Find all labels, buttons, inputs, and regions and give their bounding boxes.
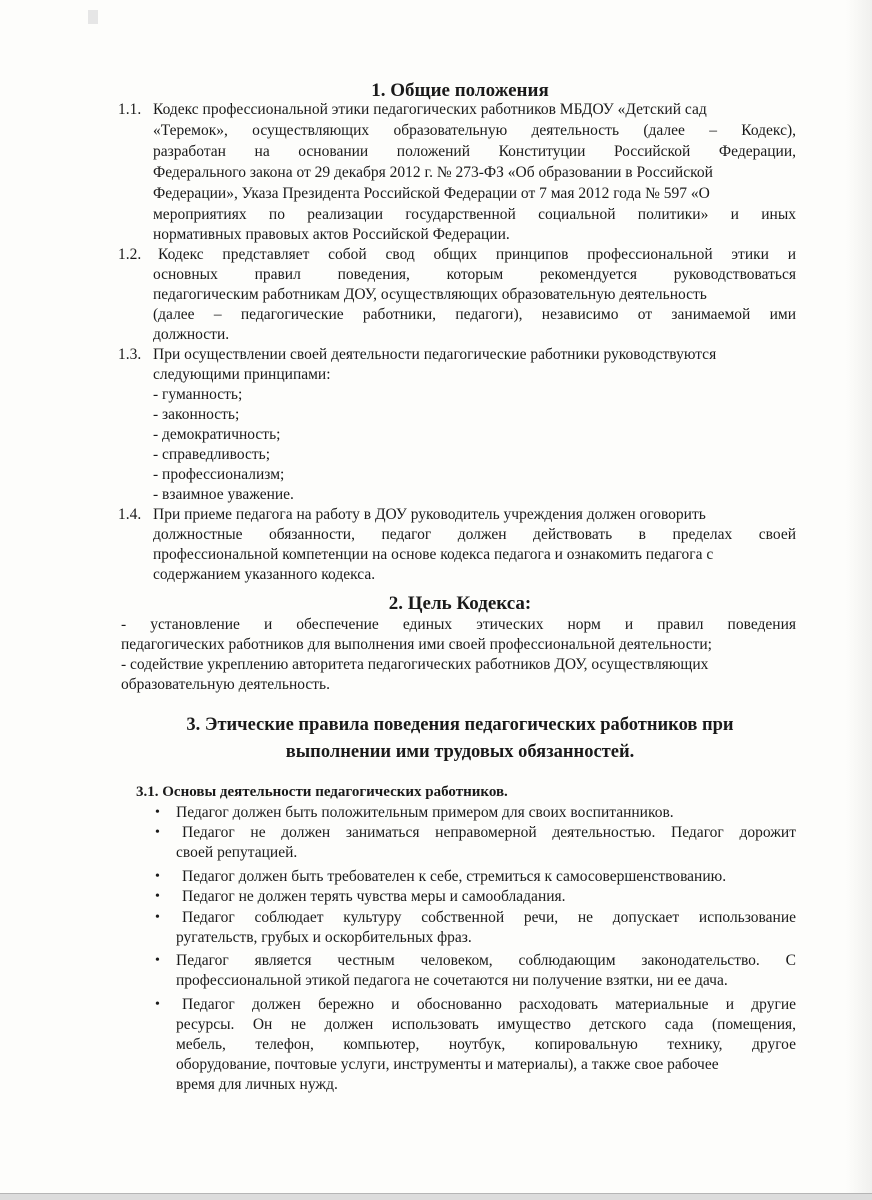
bullet-icon: • — [155, 997, 160, 1012]
subsection-3-1-title: 3.1. Основы деятельности педагогических работников. — [136, 784, 508, 800]
bullet-text: Педагог не должен терять чувства меры и самообладания. — [182, 888, 566, 905]
text-line: следующими принципами: — [153, 366, 331, 383]
item-number: 1.3. — [118, 346, 142, 363]
bullet-text: ругательств, грубых и оскорбительных фраз. — [176, 929, 472, 946]
bullet-text: мебель, телефон, компьютер, ноутбук, копировальную технику, другое — [176, 1036, 796, 1053]
text-line: Федерального закона от 29 декабря 2012 г. № 273-ФЗ «Об образовании в Российской — [153, 164, 713, 181]
text-line: Кодекс представляет собой свод общих принципов профессиональной этики и — [158, 246, 796, 263]
bullet-icon: • — [155, 825, 160, 840]
section-3-title-line-1: 3. Этические правила поведения педагогических работников при — [186, 715, 734, 735]
text-line: основных правил поведения, которым рекомендуется руководствоваться — [153, 266, 796, 283]
list-item: - профессионализм; — [153, 466, 285, 483]
section-1-title: 1. Общие положения — [371, 80, 549, 101]
item-number: 1.2. — [118, 246, 142, 263]
text-line: - установление и обеспечение единых этических норм и правил поведения — [121, 616, 796, 633]
text-line: должностные обязанности, педагог должен действовать в пределах своей — [153, 526, 796, 543]
list-item: - демократичность; — [153, 426, 281, 443]
text-line: Федерации», Указа Президента Российской Федерации от 7 мая 2012 года № 597 «О — [153, 185, 710, 202]
text-line: При осуществлении своей деятельности педагогические работники руководствуются — [153, 346, 717, 363]
text-line: педагогических работников для выполнения ими своей профессиональной деятельности; — [121, 636, 712, 653]
bullet-icon: • — [155, 910, 160, 925]
list-item: - законность; — [153, 406, 240, 423]
text-line: содержанием указанного кодекса. — [153, 566, 376, 583]
list-item: - гуманность; — [153, 386, 243, 403]
text-line: педагогическим работникам ДОУ, осуществляющих образовательную деятельность — [153, 286, 707, 303]
list-item: - справедливость; — [153, 446, 271, 463]
bullet-text: ресурсы. Он не должен использовать имущество детского сада (помещения, — [176, 1016, 796, 1033]
bullet-text: Педагог соблюдает культуру собственной речи, не допускает использование — [182, 909, 796, 926]
scan-artifact — [88, 10, 98, 24]
section-3-title — [100, 712, 820, 766]
bullet-text: Педагог должен бережно и обоснованно расходовать материальные и другие — [182, 996, 796, 1013]
text-line: нормативных правовых актов Российской Федерации. — [153, 226, 510, 243]
bullet-text: профессиональной этикой педагога не сочетаются ни получение взятки, ни ее дача. — [176, 972, 728, 989]
text-line: «Теремок», осуществляющих образовательную деятельность (далее – Кодекс), — [153, 122, 796, 139]
section-2-title: 2. Цель Кодекса: — [388, 593, 532, 614]
scan-edge — [0, 1194, 872, 1200]
text-line: - содействие укреплению авторитета педагогических работников ДОУ, осуществляющих — [121, 656, 709, 673]
bullet-icon: • — [155, 869, 160, 884]
text-line: должности. — [153, 326, 230, 343]
bullet-text: Педагог должен быть положительным примером для своих воспитанников. — [176, 804, 674, 821]
bullet-text: Педагог является честным человеком, соблюдающим законодательство. С — [176, 952, 796, 969]
bullet-text: своей репутацией. — [176, 844, 298, 861]
text-line: При приеме педагога на работу в ДОУ руководитель учреждения должен оговорить — [153, 506, 706, 523]
bullet-text: оборудование, почтовые услуги, инструменты и материалы), а также свое рабочее — [176, 1056, 719, 1073]
item-number: 1.4. — [118, 506, 142, 523]
bullet-icon: • — [155, 953, 160, 968]
scan-shadow — [846, 0, 872, 1200]
text-line: разработан на основании положений Конституции Российской Федерации, — [153, 143, 796, 160]
text-line: Кодекс профессиональной этики педагогических работников МБДОУ «Детский сад — [153, 101, 707, 118]
bullet-icon: • — [155, 805, 160, 820]
list-item: - взаимное уважение. — [153, 486, 294, 503]
bullet-text: Педагог не должен заниматься неправомерной деятельностью. Педагог дорожит — [182, 824, 796, 841]
bullet-text: Педагог должен быть требователен к себе, стремиться к самосовершенствованию. — [182, 868, 727, 885]
text-line: (далее – педагогические работники, педагоги), независимо от занимаемой ими — [153, 306, 796, 323]
text-line: мероприятиях по реализации государственной социальной политики» и иных — [153, 206, 796, 223]
bullet-text: время для личных нужд. — [176, 1076, 338, 1093]
section-3-title-line-2: выполнении ими трудовых обязанностей. — [285, 742, 635, 762]
item-number: 1.1. — [118, 101, 142, 118]
text-line: профессиональной компетенции на основе кодекса педагога и ознакомить педагога с — [153, 546, 714, 563]
bullet-icon: • — [155, 889, 160, 904]
text-line: образовательную деятельность. — [121, 676, 330, 693]
